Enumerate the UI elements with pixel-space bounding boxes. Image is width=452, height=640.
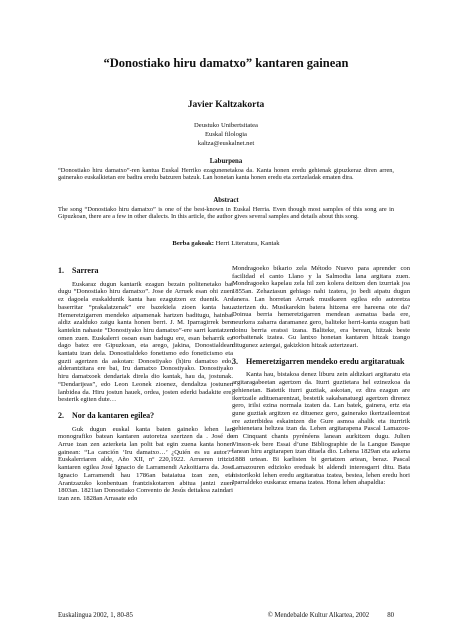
summary-text: “Donostiako hiru damatxo”-ren kantua Euskal Herriko ezagunenetakoa da. Kanta honen eredu gehienak gipuzkeraz diren arren, gainerako euskalkietan ere badira eredu batzuren batzuk. Lan honetan kanta honen eredu eta zertzeladak ematen dira.	[58, 167, 394, 182]
affiliation-university: Deustuko Unibertsitatea	[194, 122, 258, 129]
summary-heading: Laburpena	[209, 158, 243, 165]
keywords-value: Herri Literatura, Kantak	[214, 240, 280, 247]
section-number: 1.	[58, 266, 64, 275]
affiliation-department: Euskal filologia	[205, 131, 247, 139]
section-heading-3	[232, 358, 410, 366]
section-title: Nor da kantaren egilea?	[72, 410, 155, 420]
paragraph: Euskaraz dugun kantarik ezagun bezain politenetako bat dugu “Donostiako hiru damatxo”. Jose de Arruek esan ohi zuen ez dagoela euskaldunik kanta hau ezagutzen ez duenik. Are baserritar “prakalatzenak” ere bazekiela zioen kanta hau. Hemeretzigarren mendeko aipamenak hartzen baditugu, hainbat aldiz azalduko zaigu kanta honen berri. J. M. Iparragirrek bere kantekin nahaste “Donostiyako hiru damatxo”-ere sarri kantatzen omen zuen. Euskalerri osoan esan badugu ere, esan beharrik ez dago batez ere Gipuzkoan, eta arego, jakina, Donostialdean kantatu izan dela. Donostialdeko fonetismo edo foneticismo eta guzti agertzen da askotan: Donostiyako (h)iru damatxo edo, alderantzitara ere bai, Iru damatxo Donostiyako. Donostiyako hiru damatxoek dendariak direla dio kantak, hau da, jostunak. “Dendarijeas”, edo Leon Leonek zioenez, dendaltza jostunen lanbidea da. Hiru jostun hauek, ordea, josten ederki badakite ere, besterik egiten dute…	[58, 280, 233, 404]
abstract-heading: Abstract	[213, 197, 239, 204]
section-heading-2	[58, 412, 233, 420]
abstract-text: The song “Donostiako hiru damatxo” is one of the best-known in Euskal Herria. Even though most samples of this song are in Gipuzkoan, there are a few in other dialects. In this article, the author gives several samples and details about this song.	[58, 206, 394, 221]
section-number: 3.	[232, 356, 238, 366]
section-heading-1	[58, 267, 233, 275]
page-footer	[58, 612, 394, 619]
author-name: Javier Kaltzakorta	[187, 100, 265, 110]
affiliation-email: kaltza@euskalnet.net	[197, 140, 255, 148]
section-title: Hemeretzigarren mendeko eredu argitaratuak	[246, 356, 405, 366]
affiliation-block	[40, 121, 412, 149]
footer-journal: Euskalingua 2002, 1, 80-85	[58, 612, 133, 619]
left-column	[58, 259, 233, 503]
footer-copyright: © Mendebalde Kultur Alkartea, 2002	[267, 612, 370, 619]
keywords-label: Berba gakoak:	[172, 240, 215, 247]
keywords-line	[40, 240, 412, 247]
page-number: 80	[387, 612, 394, 619]
section-number: 2.	[58, 410, 64, 420]
section-title: Sarrera	[72, 266, 99, 275]
paragraph: Guk dugun euskal kanta baten gaineko lehen lan monografiko batean kantaren autoretza szertzen da . José de Arrue izan zen azterketa lan polit bat egin zuena kanta honen gainean: “La canción ‘Iru damatxo…’ ¿Quién es su autor?” Euskalerriaren alde, Año XII, nº 220,1922. Arrueren iritziz kantaren egilea José Ignacio de Larramendi Azkoitiarra da. Jose Ignacio Larramendi hau 1786an bataiatua izan zen, eta Arantzazuko konbentuan frantziskotarren abitua jantzi zuen 1803an. 1821ian Donostiako Convento de Jesús deitakoa zaindari izan zen. 1828an Arrasate edo	[58, 425, 233, 502]
paragraph: Mondragoeko bikario zela Método Nuevo para aprender con facilidad el canto Llano y la Salmodia lana argitara zuen. Mondragoeko kapelau zela hil zen kolera deitzen den izurriak joa 1855an. Zehaztasun gehiago nahi izatera, jo bedi aipatu dugun lanera. Lan horretan Arruek musikaren egilea edo autoretza aztertzen du. Musikarekin batera hitzena ere hareena ote da? Doinua berria hemeretzigarren mendean asmatua bada ere, neurkera zaharra daramanez gero, baliteke herri-kanta ezagun bati doinu berria eratssi izana. Baliteke, era berean, hitzak beste norbaitenak izatea. Gu lantxo honetan kantaren hitzak izango ditugunez aztergai, gakizkion hitzak aztertzeari.	[232, 265, 410, 350]
paragraph: Kanta hau, bistakoa denez liburu zein aldizkari argitaratu eta argitaragabeetan agertzen da. Iturri guztietara hel ezinezkoa da gehienetan. Batetik iturri guztiak, askotan, ez dira ezagun are ikertzaile adituenarentzat, bestetik sakabanatuegi agertzen direnez gero, irilsi ezina normala izaten da. Lan batek, gainera, ertz eta gune guztiak argitzen ez dituenez gero, gainerako ikertzaileentzat ere aztertbidea eskaintzen die Gure asmoa ahalik eta iturririk gehienetara heltzea izan da. Lehen argitarapena Pascal Lamazou-en Cinquant chants pyrénéens lanean aurkitzen dugu. Julien Vinson-ek bere Essai d’une Bibliographie de la Langue Basque lanean hiru argitarapen izan ditaela dio. Lehena 1829an eta azkena 1888 urtean. Bi karlisten bi gertatzen artean, beraz. Pascal Lamazouren edizioko ereduak bi aldendi interesgarri ditu. Bata historikoki lehen eredu argitaratua izatea, bestea, lehen eredu hori Iparraldeko euskaraz emana izatea. Hona lehen ahapaldia:	[232, 371, 410, 487]
paper-title: “Donostiako hiru damatxo” kantaren gainean	[103, 56, 349, 70]
right-column	[232, 259, 410, 487]
